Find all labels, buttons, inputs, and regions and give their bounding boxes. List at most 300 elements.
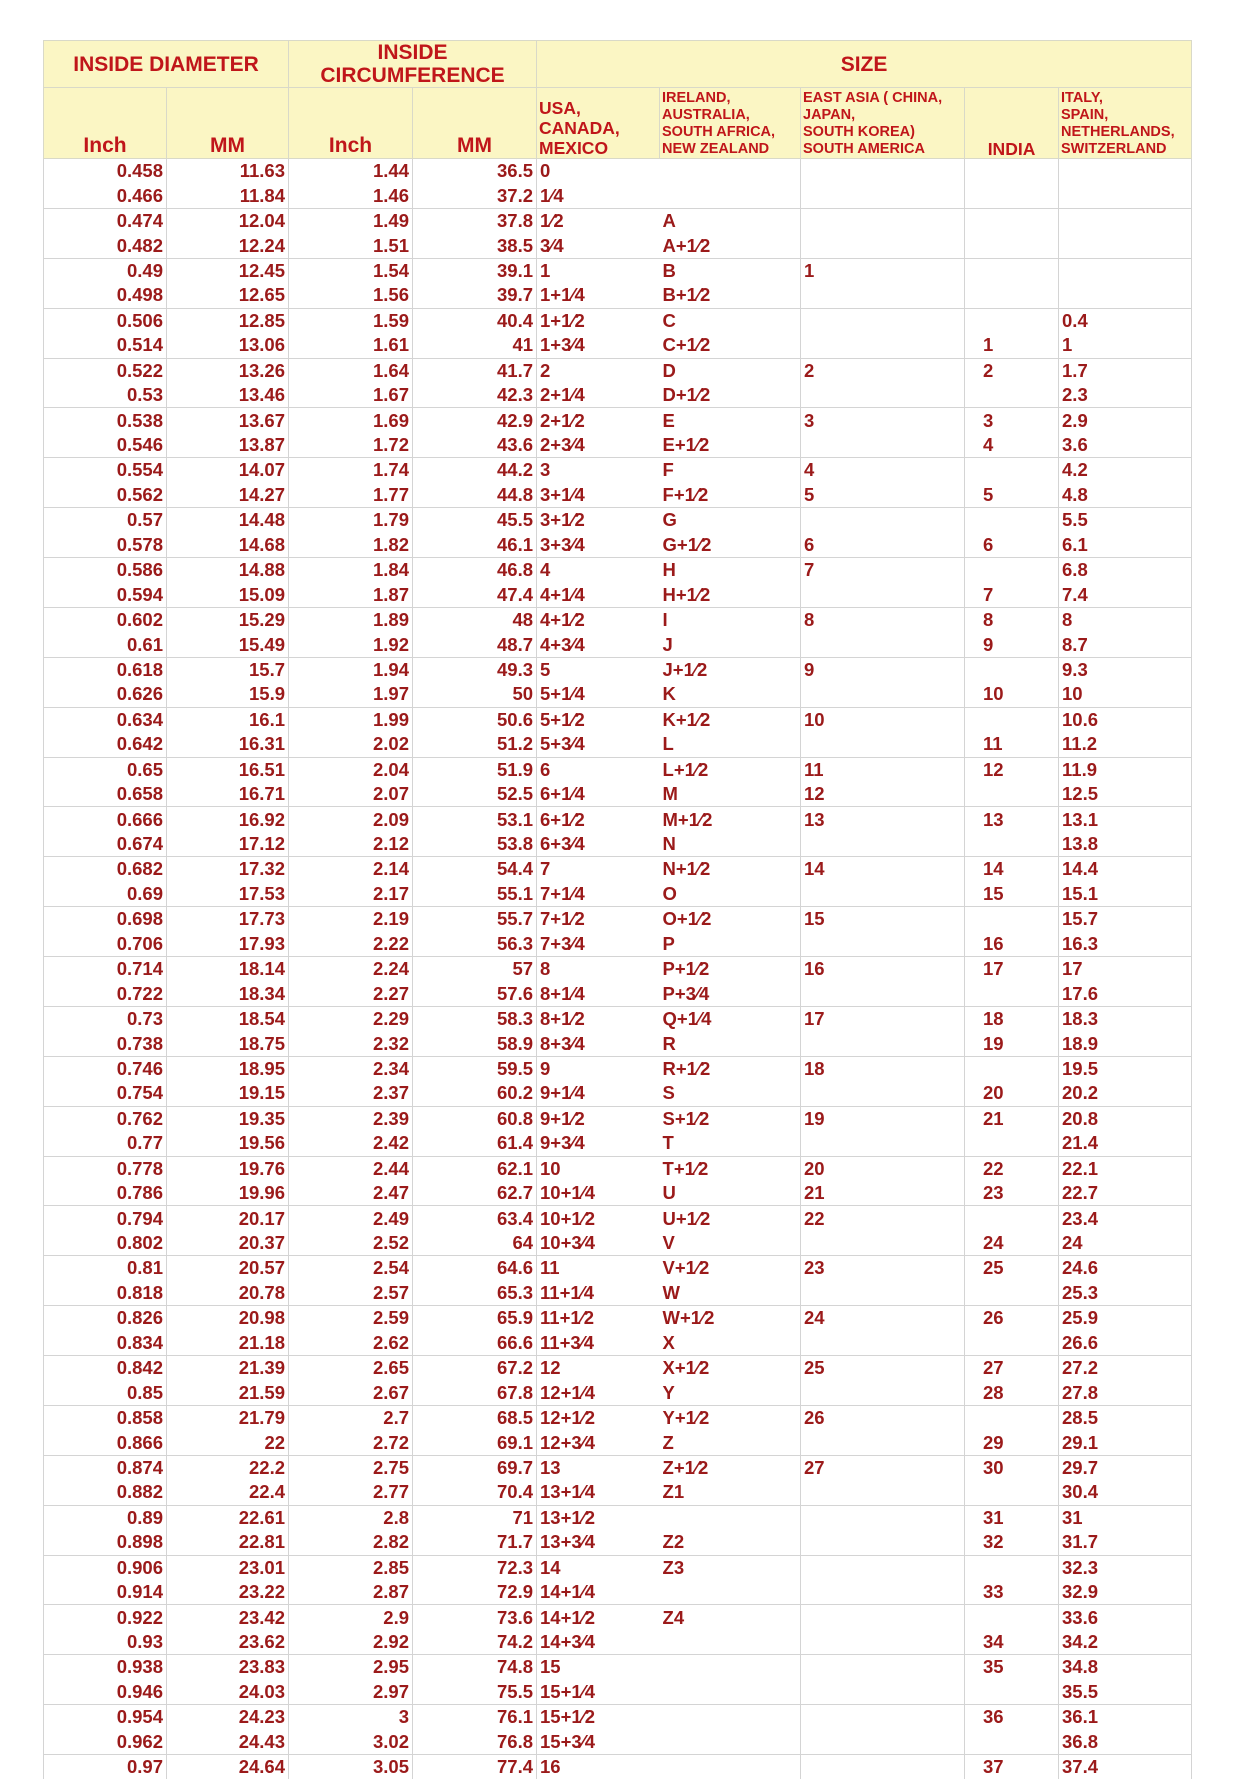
cell-east-asia-size: 26 [801, 1405, 965, 1430]
table-row [44, 1281, 1192, 1306]
table-row [44, 1480, 1192, 1505]
table-row [44, 1156, 1192, 1181]
table-row [44, 682, 1192, 707]
table-row [44, 1131, 1192, 1156]
cell-usa-size: 2+1⁄4 [537, 383, 660, 408]
table-row [44, 1455, 1192, 1480]
table-row [44, 308, 1192, 333]
cell-circumference-mm: 74.8 [413, 1655, 537, 1680]
cell-circumference-inch: 1.82 [289, 533, 413, 558]
cell-usa-size: 12 [537, 1356, 660, 1381]
table-row [44, 1705, 1192, 1730]
cell-diameter-mm: 20.17 [167, 1206, 289, 1231]
cell-usa-size: 5+3⁄4 [537, 732, 660, 757]
table-row [44, 607, 1192, 632]
cell-diameter-inch: 0.898 [44, 1530, 167, 1555]
cell-india-size: 14 [965, 857, 1059, 882]
cell-diameter-inch: 0.77 [44, 1131, 167, 1156]
cell-circumference-mm: 71.7 [413, 1530, 537, 1555]
cell-diameter-inch: 0.698 [44, 907, 167, 932]
cell-diameter-inch: 0.562 [44, 483, 167, 508]
header-east-asia-line: SOUTH AMERICA [803, 141, 925, 157]
cell-diameter-mm: 12.85 [167, 308, 289, 333]
cell-italy-size: 11.2 [1059, 732, 1192, 757]
cell-ireland-size: Z3 [660, 1555, 801, 1580]
cell-usa-size: 14+3⁄4 [537, 1630, 660, 1655]
table-row [44, 1231, 1192, 1256]
table-row [44, 1580, 1192, 1605]
cell-east-asia-size [801, 1555, 965, 1580]
cell-ireland-size: X+1⁄2 [660, 1356, 801, 1381]
cell-india-size [965, 258, 1059, 283]
cell-usa-size: 5+1⁄2 [537, 707, 660, 732]
cell-usa-size: 2+1⁄2 [537, 408, 660, 433]
cell-circumference-mm: 40.4 [413, 308, 537, 333]
cell-india-size [965, 508, 1059, 533]
table-row [44, 981, 1192, 1006]
header-ireland-line: IRELAND, [662, 90, 730, 106]
cell-diameter-inch: 0.802 [44, 1231, 167, 1256]
cell-diameter-inch: 0.466 [44, 183, 167, 208]
cell-india-size [965, 832, 1059, 857]
cell-ireland-size: R [660, 1031, 801, 1056]
cell-diameter-mm: 16.51 [167, 757, 289, 782]
cell-east-asia-size [801, 1480, 965, 1505]
cell-diameter-inch: 0.914 [44, 1580, 167, 1605]
table-row [44, 1306, 1192, 1331]
table-row [44, 832, 1192, 857]
cell-usa-size: 15+1⁄2 [537, 1705, 660, 1730]
cell-usa-size: 7 [537, 857, 660, 882]
cell-circumference-mm: 48 [413, 607, 537, 632]
table-row [44, 907, 1192, 932]
cell-circumference-mm: 66.6 [413, 1331, 537, 1356]
table-row [44, 957, 1192, 982]
cell-italy-size: 12.5 [1059, 782, 1192, 807]
cell-italy-size: 24 [1059, 1231, 1192, 1256]
cell-diameter-mm: 16.1 [167, 707, 289, 732]
cell-ireland-size [660, 1655, 801, 1680]
cell-diameter-mm: 12.45 [167, 258, 289, 283]
table-row [44, 1680, 1192, 1705]
cell-circumference-mm: 77.4 [413, 1755, 537, 1779]
cell-india-size [965, 1281, 1059, 1306]
cell-circumference-mm: 65.3 [413, 1281, 537, 1306]
cell-ireland-size: Z1 [660, 1480, 801, 1505]
cell-diameter-inch: 0.626 [44, 682, 167, 707]
cell-circumference-mm: 57.6 [413, 981, 537, 1006]
cell-circumference-mm: 47.4 [413, 582, 537, 607]
cell-india-size [965, 208, 1059, 233]
cell-india-size: 24 [965, 1231, 1059, 1256]
cell-circumference-inch: 1.87 [289, 582, 413, 607]
cell-east-asia-size [801, 682, 965, 707]
cell-circumference-mm: 59.5 [413, 1056, 537, 1081]
cell-ireland-size: E [660, 408, 801, 433]
cell-ireland-size: M+1⁄2 [660, 807, 801, 832]
cell-usa-size: 9+1⁄4 [537, 1081, 660, 1106]
cell-india-size: 30 [965, 1455, 1059, 1480]
cell-diameter-inch: 0.97 [44, 1755, 167, 1779]
cell-diameter-inch: 0.786 [44, 1181, 167, 1206]
cell-india-size: 6 [965, 533, 1059, 558]
cell-india-size [965, 458, 1059, 483]
cell-east-asia-size [801, 981, 965, 1006]
cell-diameter-inch: 0.962 [44, 1730, 167, 1755]
cell-circumference-inch: 2.39 [289, 1106, 413, 1131]
cell-ireland-size: B [660, 258, 801, 283]
cell-italy-size: 13.1 [1059, 807, 1192, 832]
cell-india-size: 13 [965, 807, 1059, 832]
cell-diameter-inch: 0.658 [44, 782, 167, 807]
cell-east-asia-size [801, 1231, 965, 1256]
cell-diameter-mm: 22.4 [167, 1480, 289, 1505]
cell-circumference-mm: 63.4 [413, 1206, 537, 1231]
cell-usa-size: 9 [537, 1056, 660, 1081]
cell-italy-size [1059, 183, 1192, 208]
cell-italy-size: 25.3 [1059, 1281, 1192, 1306]
cell-india-size: 36 [965, 1705, 1059, 1730]
cell-east-asia-size [801, 632, 965, 657]
cell-circumference-inch: 2.75 [289, 1455, 413, 1480]
cell-usa-size: 13+1⁄2 [537, 1505, 660, 1530]
cell-circumference-inch: 1.99 [289, 707, 413, 732]
cell-italy-size [1059, 233, 1192, 258]
cell-usa-size: 15 [537, 1655, 660, 1680]
table-row [44, 1006, 1192, 1031]
cell-diameter-mm: 22.2 [167, 1455, 289, 1480]
cell-italy-size: 19.5 [1059, 1056, 1192, 1081]
cell-ireland-size: F+1⁄2 [660, 483, 801, 508]
cell-india-size [965, 159, 1059, 184]
cell-ireland-size: N [660, 832, 801, 857]
cell-circumference-inch: 2.7 [289, 1405, 413, 1430]
table-row [44, 1256, 1192, 1281]
header-east-asia-south-america [801, 88, 965, 159]
cell-diameter-inch: 0.906 [44, 1555, 167, 1580]
cell-ireland-size: A+1⁄2 [660, 233, 801, 258]
table-row [44, 857, 1192, 882]
cell-circumference-mm: 62.7 [413, 1181, 537, 1206]
cell-ireland-size: P [660, 932, 801, 957]
header-italy-line: SPAIN, [1061, 107, 1108, 123]
cell-circumference-inch: 2.59 [289, 1306, 413, 1331]
cell-india-size [965, 1056, 1059, 1081]
table-row [44, 508, 1192, 533]
table-row [44, 1380, 1192, 1405]
cell-circumference-mm: 57 [413, 957, 537, 982]
cell-circumference-mm: 37.8 [413, 208, 537, 233]
cell-diameter-inch: 0.634 [44, 707, 167, 732]
cell-italy-size: 9.3 [1059, 657, 1192, 682]
cell-east-asia-size: 4 [801, 458, 965, 483]
cell-east-asia-size: 11 [801, 757, 965, 782]
header-india: INDIA [965, 88, 1059, 159]
cell-ireland-size: K [660, 682, 801, 707]
cell-circumference-inch: 2.57 [289, 1281, 413, 1306]
cell-india-size [965, 233, 1059, 258]
cell-ireland-size: R+1⁄2 [660, 1056, 801, 1081]
cell-usa-size: 15+3⁄4 [537, 1730, 660, 1755]
cell-usa-size: 10 [537, 1156, 660, 1181]
cell-usa-size: 10+3⁄4 [537, 1231, 660, 1256]
cell-diameter-inch: 0.722 [44, 981, 167, 1006]
cell-usa-size: 12+1⁄2 [537, 1405, 660, 1430]
cell-east-asia-size: 15 [801, 907, 965, 932]
table-row [44, 757, 1192, 782]
table-row [44, 1430, 1192, 1455]
cell-usa-size: 11+1⁄4 [537, 1281, 660, 1306]
cell-ireland-size: K+1⁄2 [660, 707, 801, 732]
cell-diameter-mm: 20.57 [167, 1256, 289, 1281]
cell-east-asia-size [801, 208, 965, 233]
cell-east-asia-size [801, 433, 965, 458]
cell-circumference-inch: 2.67 [289, 1380, 413, 1405]
cell-india-size: 22 [965, 1156, 1059, 1181]
cell-italy-size: 35.5 [1059, 1680, 1192, 1705]
cell-ireland-size: P+1⁄2 [660, 957, 801, 982]
cell-circumference-mm: 46.1 [413, 533, 537, 558]
cell-india-size: 35 [965, 1655, 1059, 1680]
cell-east-asia-size: 21 [801, 1181, 965, 1206]
cell-circumference-mm: 58.9 [413, 1031, 537, 1056]
cell-usa-size: 11 [537, 1256, 660, 1281]
cell-usa-size: 14+1⁄2 [537, 1605, 660, 1630]
cell-ireland-size [660, 159, 801, 184]
cell-diameter-mm: 23.83 [167, 1655, 289, 1680]
cell-circumference-mm: 53.8 [413, 832, 537, 857]
cell-circumference-mm: 52.5 [413, 782, 537, 807]
cell-ireland-size: G [660, 508, 801, 533]
cell-india-size: 8 [965, 607, 1059, 632]
cell-east-asia-size [801, 582, 965, 607]
cell-circumference-inch: 2.62 [289, 1331, 413, 1356]
cell-diameter-inch: 0.65 [44, 757, 167, 782]
cell-italy-size: 11.9 [1059, 757, 1192, 782]
cell-usa-size: 13+1⁄4 [537, 1480, 660, 1505]
cell-diameter-mm: 17.73 [167, 907, 289, 932]
table-row [44, 1655, 1192, 1680]
cell-italy-size: 22.7 [1059, 1181, 1192, 1206]
cell-diameter-inch: 0.706 [44, 932, 167, 957]
cell-usa-size: 6 [537, 757, 660, 782]
cell-circumference-inch: 2.37 [289, 1081, 413, 1106]
cell-diameter-mm: 24.03 [167, 1680, 289, 1705]
table-row [44, 383, 1192, 408]
cell-circumference-mm: 68.5 [413, 1405, 537, 1430]
table-row [44, 1106, 1192, 1131]
cell-italy-size: 2.9 [1059, 408, 1192, 433]
cell-circumference-inch: 1.64 [289, 358, 413, 383]
cell-usa-size: 6+1⁄2 [537, 807, 660, 832]
cell-east-asia-size: 13 [801, 807, 965, 832]
cell-india-size [965, 1605, 1059, 1630]
cell-diameter-inch: 0.954 [44, 1705, 167, 1730]
cell-india-size: 32 [965, 1530, 1059, 1555]
cell-east-asia-size [801, 1505, 965, 1530]
cell-ireland-size [660, 1705, 801, 1730]
cell-diameter-mm: 18.75 [167, 1031, 289, 1056]
cell-india-size [965, 1206, 1059, 1231]
cell-india-size: 5 [965, 483, 1059, 508]
cell-diameter-inch: 0.69 [44, 882, 167, 907]
table-row [44, 533, 1192, 558]
cell-circumference-inch: 1.54 [289, 258, 413, 283]
cell-italy-size: 20.2 [1059, 1081, 1192, 1106]
cell-circumference-mm: 46.8 [413, 558, 537, 583]
cell-diameter-mm: 12.65 [167, 283, 289, 308]
cell-diameter-inch: 0.746 [44, 1056, 167, 1081]
cell-circumference-inch: 1.97 [289, 682, 413, 707]
cell-circumference-inch: 2.77 [289, 1480, 413, 1505]
cell-circumference-inch: 1.69 [289, 408, 413, 433]
cell-usa-size: 3⁄4 [537, 233, 660, 258]
cell-italy-size: 16.3 [1059, 932, 1192, 957]
cell-diameter-mm: 20.37 [167, 1231, 289, 1256]
cell-diameter-mm: 13.67 [167, 408, 289, 433]
cell-diameter-mm: 22.81 [167, 1530, 289, 1555]
cell-italy-size: 14.4 [1059, 857, 1192, 882]
header-east-asia-line: EAST ASIA ( CHINA, [803, 90, 942, 106]
table-row [44, 782, 1192, 807]
cell-diameter-inch: 0.874 [44, 1455, 167, 1480]
table-row [44, 208, 1192, 233]
cell-ireland-size: E+1⁄2 [660, 433, 801, 458]
cell-east-asia-size [801, 283, 965, 308]
cell-usa-size: 2 [537, 358, 660, 383]
cell-italy-size: 2.3 [1059, 383, 1192, 408]
cell-ireland-size: F [660, 458, 801, 483]
cell-usa-size: 13+3⁄4 [537, 1530, 660, 1555]
cell-circumference-inch: 2.92 [289, 1630, 413, 1655]
cell-east-asia-size: 16 [801, 957, 965, 982]
cell-ireland-size: Z4 [660, 1605, 801, 1630]
cell-usa-size: 8+1⁄4 [537, 981, 660, 1006]
cell-usa-size: 16 [537, 1755, 660, 1779]
cell-diameter-inch: 0.93 [44, 1630, 167, 1655]
cell-circumference-inch: 2.44 [289, 1156, 413, 1181]
cell-usa-size: 5 [537, 657, 660, 682]
cell-usa-size: 1⁄4 [537, 183, 660, 208]
cell-diameter-mm: 21.39 [167, 1356, 289, 1381]
cell-circumference-inch: 2.42 [289, 1131, 413, 1156]
cell-ireland-size: T+1⁄2 [660, 1156, 801, 1181]
table-row [44, 233, 1192, 258]
cell-ireland-size: W+1⁄2 [660, 1306, 801, 1331]
header-inside-circumference-line2: CIRCUMFERENCE [320, 64, 504, 87]
header-east-asia-line: SOUTH KOREA) [803, 124, 915, 140]
cell-east-asia-size [801, 1630, 965, 1655]
cell-diameter-mm: 18.14 [167, 957, 289, 982]
header-usa-canada-mexico [537, 88, 660, 159]
cell-east-asia-size: 12 [801, 782, 965, 807]
cell-india-size [965, 383, 1059, 408]
cell-east-asia-size: 27 [801, 1455, 965, 1480]
cell-ireland-size: O+1⁄2 [660, 907, 801, 932]
cell-circumference-mm: 62.1 [413, 1156, 537, 1181]
cell-ireland-size: O [660, 882, 801, 907]
cell-circumference-mm: 41 [413, 333, 537, 358]
cell-circumference-inch: 2.9 [289, 1605, 413, 1630]
cell-india-size: 21 [965, 1106, 1059, 1131]
cell-circumference-inch: 2.07 [289, 782, 413, 807]
cell-diameter-inch: 0.618 [44, 657, 167, 682]
cell-italy-size: 13.8 [1059, 832, 1192, 857]
cell-east-asia-size [801, 1380, 965, 1405]
cell-india-size: 10 [965, 682, 1059, 707]
cell-circumference-inch: 2.32 [289, 1031, 413, 1056]
cell-italy-size: 10.6 [1059, 707, 1192, 732]
cell-india-size [965, 981, 1059, 1006]
cell-diameter-mm: 16.92 [167, 807, 289, 832]
cell-east-asia-size: 24 [801, 1306, 965, 1331]
cell-circumference-inch: 3.02 [289, 1730, 413, 1755]
cell-circumference-inch: 2.02 [289, 732, 413, 757]
table-row [44, 283, 1192, 308]
cell-east-asia-size: 1 [801, 258, 965, 283]
cell-ireland-size: G+1⁄2 [660, 533, 801, 558]
cell-usa-size: 6+1⁄4 [537, 782, 660, 807]
table-row [44, 932, 1192, 957]
cell-circumference-inch: 2.04 [289, 757, 413, 782]
cell-ireland-size: Z [660, 1430, 801, 1455]
cell-circumference-mm: 53.1 [413, 807, 537, 832]
cell-circumference-inch: 1.79 [289, 508, 413, 533]
cell-diameter-inch: 0.826 [44, 1306, 167, 1331]
cell-usa-size: 12+3⁄4 [537, 1430, 660, 1455]
cell-diameter-mm: 22.61 [167, 1505, 289, 1530]
cell-india-size: 17 [965, 957, 1059, 982]
cell-usa-size: 10+1⁄2 [537, 1206, 660, 1231]
cell-usa-size: 8 [537, 957, 660, 982]
header-inside-circumference [289, 41, 537, 88]
cell-east-asia-size [801, 159, 965, 184]
cell-india-size [965, 1331, 1059, 1356]
cell-east-asia-size [801, 1331, 965, 1356]
cell-ireland-size: Y [660, 1380, 801, 1405]
cell-diameter-mm: 18.54 [167, 1006, 289, 1031]
cell-india-size [965, 657, 1059, 682]
cell-diameter-mm: 20.78 [167, 1281, 289, 1306]
cell-italy-size: 27.8 [1059, 1380, 1192, 1405]
cell-circumference-mm: 67.8 [413, 1380, 537, 1405]
cell-usa-size: 7+3⁄4 [537, 932, 660, 957]
cell-east-asia-size: 5 [801, 483, 965, 508]
table-row [44, 1505, 1192, 1530]
table-row [44, 1555, 1192, 1580]
cell-india-size: 9 [965, 632, 1059, 657]
cell-diameter-inch: 0.602 [44, 607, 167, 632]
cell-diameter-mm: 16.71 [167, 782, 289, 807]
cell-circumference-mm: 60.8 [413, 1106, 537, 1131]
cell-circumference-mm: 74.2 [413, 1630, 537, 1655]
cell-circumference-inch: 1.46 [289, 183, 413, 208]
cell-circumference-inch: 2.87 [289, 1580, 413, 1605]
cell-usa-size: 1+1⁄4 [537, 283, 660, 308]
table-row [44, 1331, 1192, 1356]
cell-circumference-mm: 50.6 [413, 707, 537, 732]
cell-italy-size: 5.5 [1059, 508, 1192, 533]
cell-ireland-size: Z2 [660, 1530, 801, 1555]
cell-india-size [965, 1405, 1059, 1430]
cell-diameter-mm: 23.42 [167, 1605, 289, 1630]
cell-diameter-inch: 0.858 [44, 1405, 167, 1430]
cell-usa-size: 0 [537, 159, 660, 184]
cell-usa-size: 8+3⁄4 [537, 1031, 660, 1056]
cell-italy-size: 15.1 [1059, 882, 1192, 907]
table-row [44, 258, 1192, 283]
cell-circumference-inch: 2.34 [289, 1056, 413, 1081]
